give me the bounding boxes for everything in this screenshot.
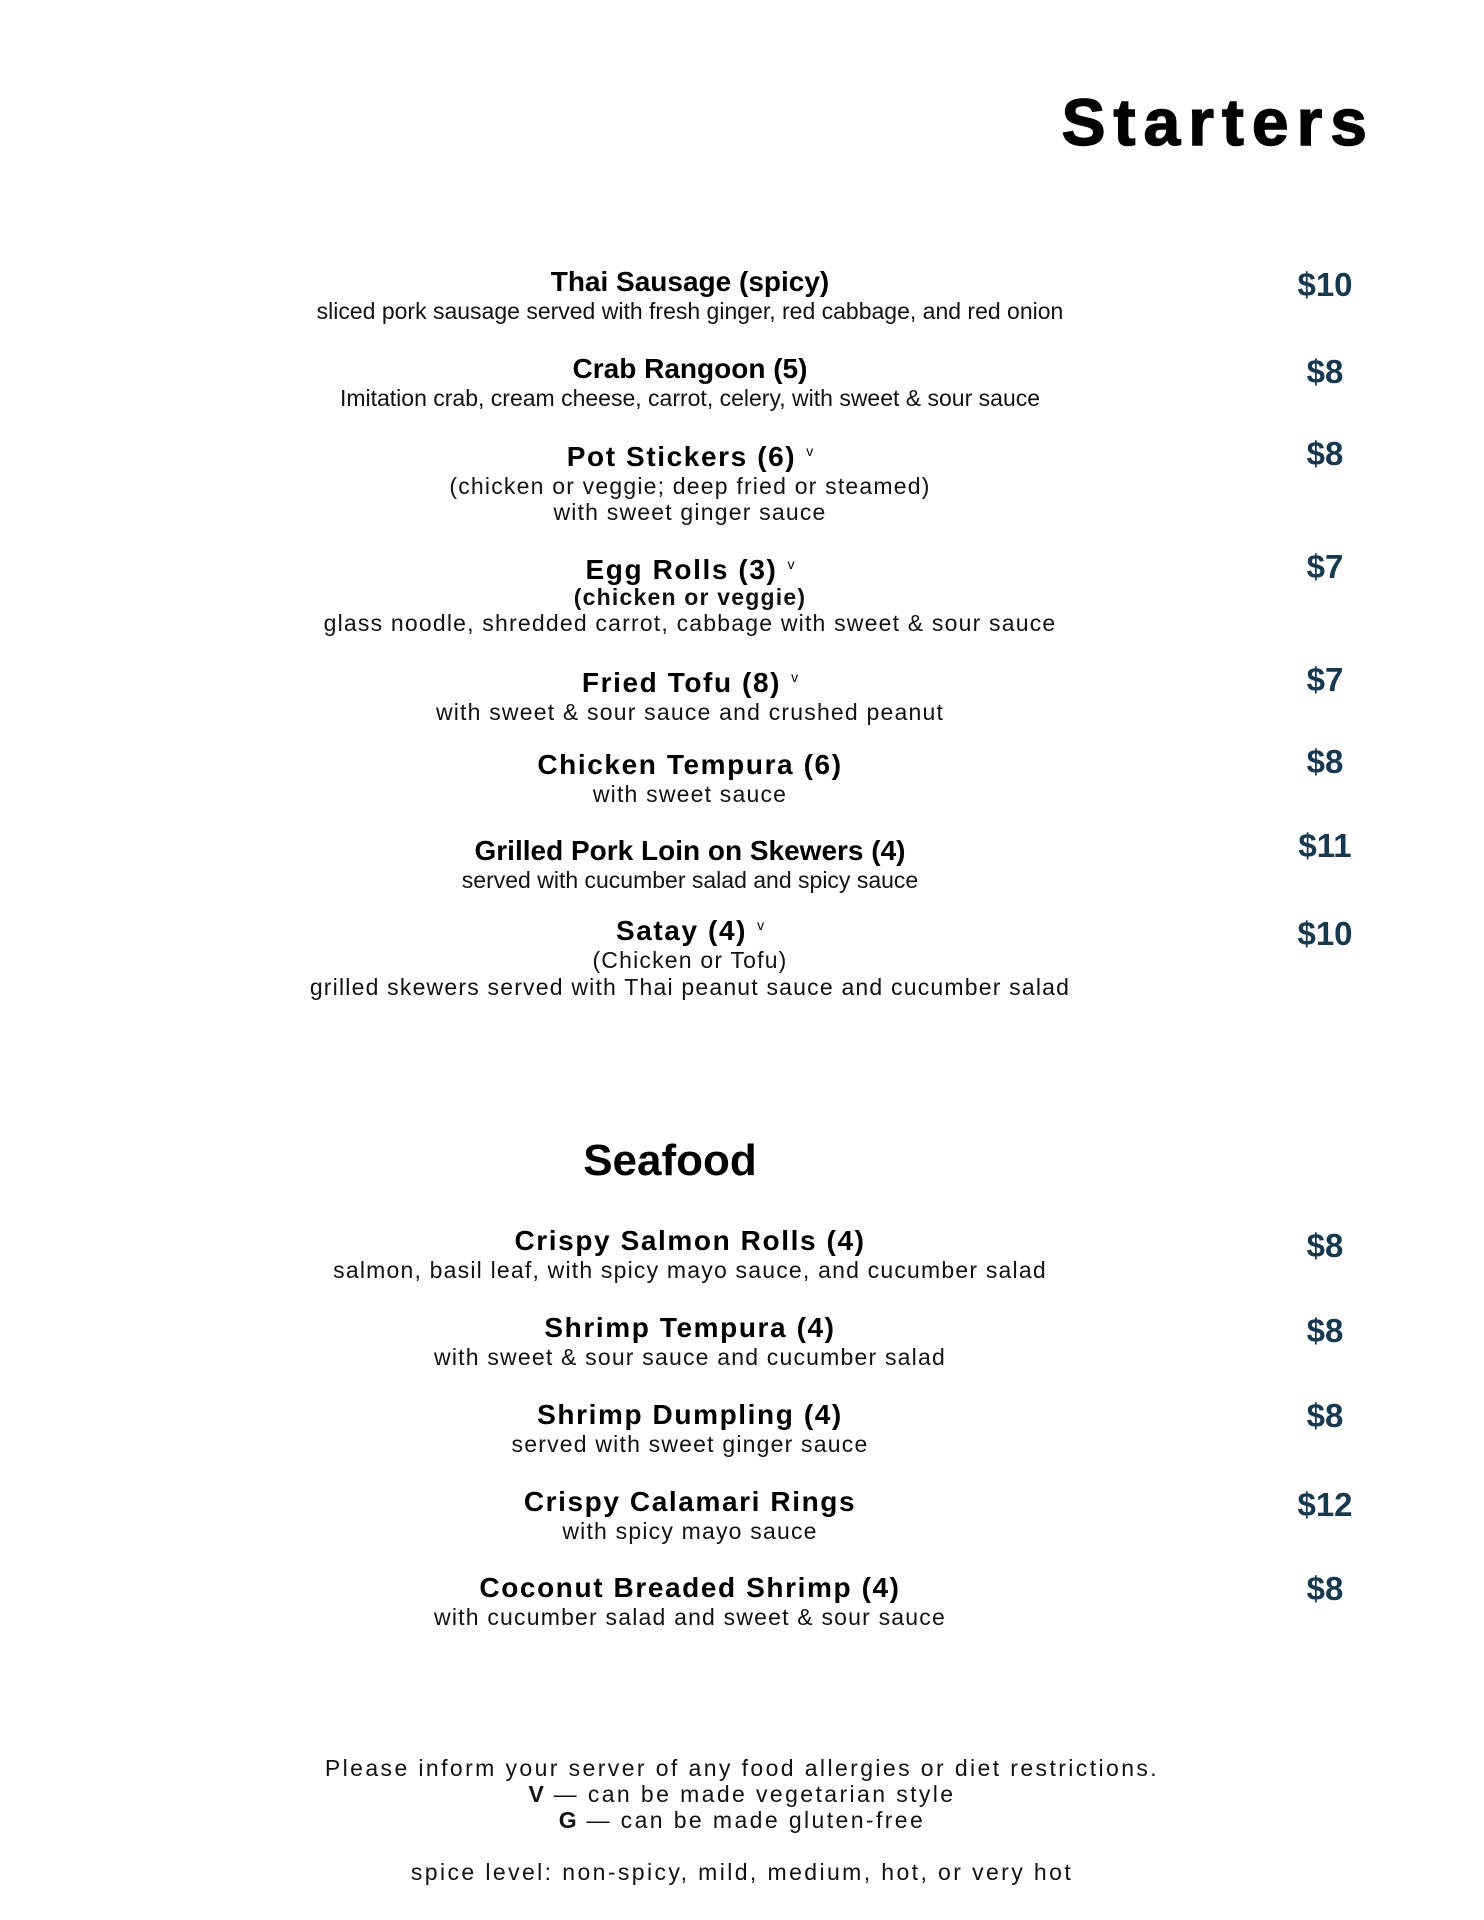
menu-item-crab-rangoon <box>0 352 1484 411</box>
menu-item-price: $8 <box>1306 1570 1344 1607</box>
allergy-note: Please inform your server of any food allergies or diet restrictions. <box>324 1755 1160 1781</box>
menu-item-name-text: Satay (4) <box>615 915 748 946</box>
menu-item-price: $11 <box>1298 827 1352 864</box>
menu-item-name <box>290 440 1090 474</box>
menu-item-shrimp-dumpling <box>0 1397 1484 1457</box>
menu-item-price: $10 <box>1297 266 1353 303</box>
menu-item-price: $8 <box>1306 353 1344 390</box>
menu-item-description: served with cucumber salad and spicy sauce <box>461 867 919 893</box>
menu-item-description: served with sweet ginger sauce <box>511 1431 869 1457</box>
menu-item-shrimp-tempura <box>0 1311 1484 1370</box>
menu-item-description: with cucumber salad and sweet & sour sauce <box>434 1604 946 1630</box>
menu-item-name <box>290 666 1090 700</box>
menu-item-description: (chicken or veggie; deep fried or steamed) <box>449 473 931 499</box>
menu-item-description: with sweet ginger sauce <box>553 499 827 525</box>
menu-item-name: Thai Sausage (spicy) <box>550 266 830 297</box>
vegetarian-marker: v <box>806 443 814 459</box>
menu-item-coconut-breaded-shrimp <box>0 1570 1484 1630</box>
menu-item-pot-stickers <box>0 435 1484 525</box>
legend-gluten-free <box>0 1806 1484 1834</box>
spice-level-note: spice level: non-spicy, mild, medium, hot, or very hot <box>410 1859 1074 1885</box>
menu-item-description: with sweet & sour sauce and crushed peanut <box>435 699 945 725</box>
menu-item-price: $7 <box>1306 548 1344 585</box>
menu-item-price: $8 <box>1306 1312 1344 1349</box>
menu-item-name-text: Fried Tofu (8) <box>581 667 782 698</box>
menu-item-name: Shrimp Dumpling (4) <box>537 1399 843 1430</box>
menu-item-name: Crab Rangoon (5) <box>572 353 808 384</box>
menu-item-name <box>290 553 1090 587</box>
menu-item-price: $8 <box>1306 1227 1344 1264</box>
menu-item-description: grilled skewers served with Thai peanut sauce and cucumber salad <box>309 974 1071 1000</box>
menu-item-satay <box>0 914 1484 1000</box>
menu-item-description: salmon, basil leaf, with spicy mayo sauce, and cucumber salad <box>333 1257 1047 1283</box>
menu-item-fried-tofu <box>0 661 1484 725</box>
menu-item-crispy-calamari-rings <box>0 1485 1484 1544</box>
menu-item-price: $8 <box>1306 1397 1344 1434</box>
menu-item-chicken-tempura <box>0 743 1484 807</box>
menu-item-name <box>290 914 1090 948</box>
menu-item-name: Coconut Breaded Shrimp (4) <box>479 1572 901 1603</box>
legend-key-v: V <box>528 1781 545 1807</box>
menu-item-name: Grilled Pork Loin on Skewers (4) <box>474 835 906 866</box>
menu-item-description: with spicy mayo sauce <box>562 1518 818 1544</box>
menu-item-name: Crispy Calamari Rings <box>523 1486 857 1517</box>
menu-item-egg-rolls <box>0 548 1484 636</box>
menu-item-description: glass noodle, shredded carrot, cabbage with sweet & sour sauce <box>323 610 1057 636</box>
menu-item-crispy-salmon-rolls <box>0 1224 1484 1283</box>
page-title: Starters <box>1061 85 1375 159</box>
menu-item-price: $7 <box>1306 661 1344 698</box>
menu-item-description: (Chicken or Tofu) <box>592 947 788 973</box>
menu-item-description: with sweet sauce <box>592 781 788 807</box>
menu-item-description: sliced pork sausage served with fresh ginger, red cabbage, and red onion <box>316 298 1064 324</box>
menu-item-description: (chicken or veggie) <box>573 584 807 610</box>
menu-item-price: $8 <box>1306 435 1344 472</box>
vegetarian-marker: v <box>787 556 795 572</box>
menu-item-description: with sweet & sour sauce and cucumber salad <box>434 1344 946 1370</box>
menu-item-name: Shrimp Tempura (4) <box>544 1312 836 1343</box>
menu-item-name: Chicken Tempura (6) <box>537 749 843 780</box>
menu-item-price: $10 <box>1297 915 1353 952</box>
menu-item-thai-sausage <box>0 265 1484 324</box>
legend-vegetarian <box>0 1780 1484 1808</box>
menu-item-price: $8 <box>1306 743 1344 780</box>
menu-item-description: Imitation crab, cream cheese, carrot, celery, with sweet & sour sauce <box>339 385 1041 411</box>
menu-item-name-text: Pot Stickers (6) <box>566 441 797 472</box>
menu-item-price: $12 <box>1297 1486 1353 1523</box>
legend-text-g: — can be made gluten-free <box>577 1807 926 1833</box>
legend-text-v: — can be made vegetarian style <box>544 1781 956 1807</box>
menu-item-name: Crispy Salmon Rolls (4) <box>514 1225 866 1256</box>
vegetarian-marker: v <box>757 917 765 933</box>
menu-item-grilled-pork-loin <box>0 827 1484 893</box>
section-heading-seafood: Seafood <box>583 1136 757 1185</box>
vegetarian-marker: v <box>791 669 799 685</box>
menu-item-name-text: Egg Rolls (3) <box>585 554 778 585</box>
legend-key-g: G <box>558 1807 578 1833</box>
